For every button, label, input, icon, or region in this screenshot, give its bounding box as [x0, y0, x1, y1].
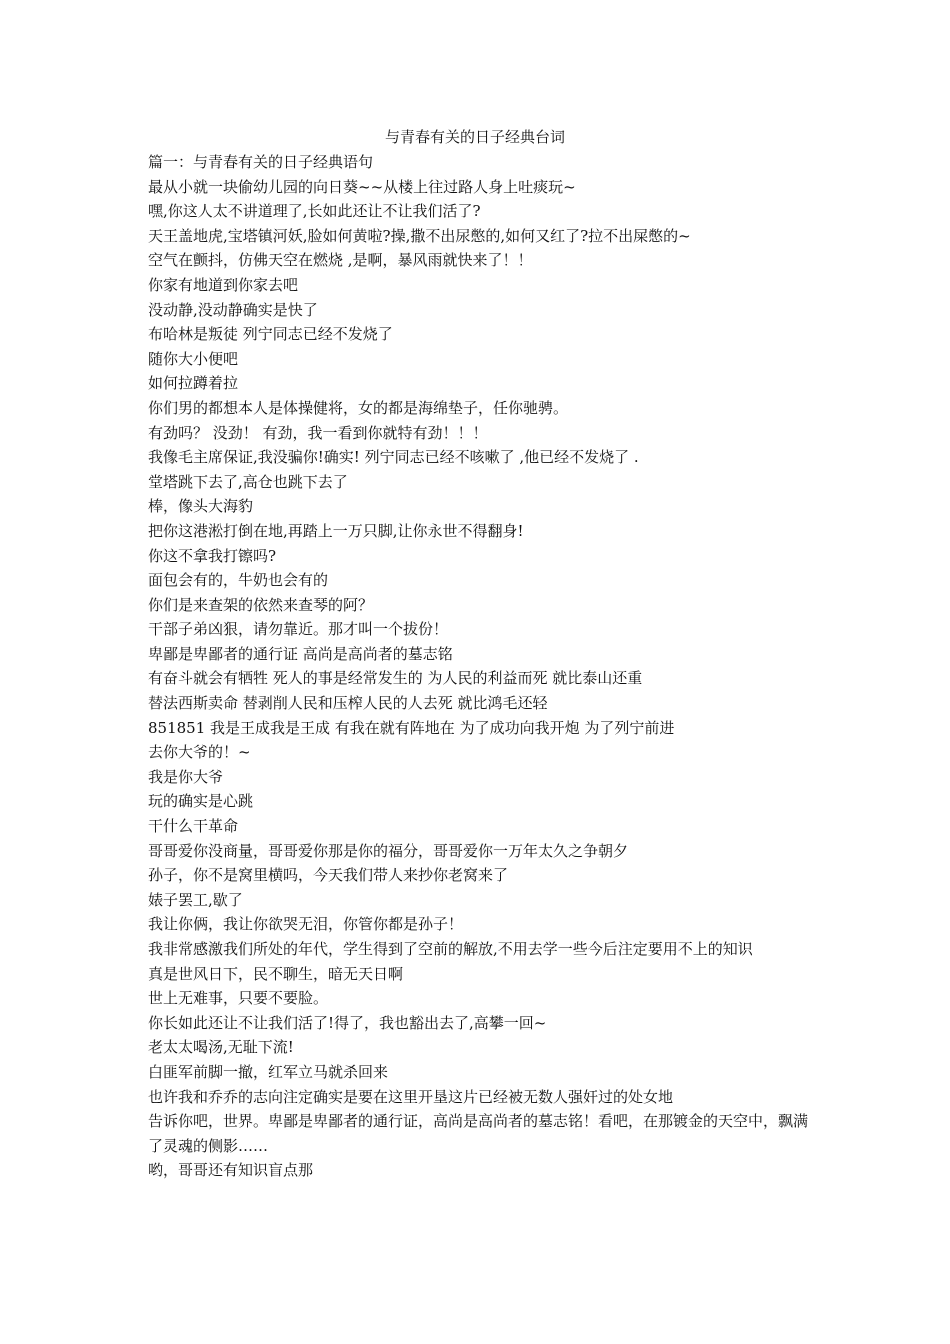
quote-line: 面包会有的，牛奶也会有的 — [148, 571, 329, 590]
quote-line: 干部子弟凶狠，请勿靠近。那才叫一个拔份！ — [148, 620, 449, 639]
quote-line: 没动静,没动静确实是快了 — [148, 300, 318, 319]
quote-line: 白匪军前脚一撤，红军立马就杀回来 — [148, 1062, 389, 1081]
quote-line: 你们是来查架的依然来查琴的阿？ — [148, 595, 374, 614]
quote-line: 嘿,你这人太不讲道理了,长如此还让不让我们活了? — [148, 202, 481, 221]
document-title: 与青春有关的日子经典台词 — [384, 128, 565, 146]
quote-line: 有奋斗就会有牺牲 死人的事是经常发生的 为人民的利益而死 就比泰山还重 — [148, 669, 643, 688]
quote-line: 棒，像头大海豹 — [148, 497, 254, 516]
quote-line: 卑鄙是卑鄙者的通行证 高尚是高尚者的墓志铭 — [148, 644, 453, 663]
quote-line: 我非常感激我们所处的年代，学生得到了空前的解放,不用去学一些今后注定要用不上的知识 — [148, 940, 753, 958]
quote-line: 最从小就一块偷幼儿园的向日葵~~从楼上往过路人身上吐痰玩~ — [148, 177, 576, 196]
quote-line: 随你大小便吧 — [148, 349, 239, 368]
quote-line: 篇一：与青春有关的日子经典语句 — [148, 153, 374, 171]
quote-line: 空气在颤抖，仿佛天空在燃烧 ,是啊，暴风雨就快来了！！ — [148, 251, 533, 270]
quote-line: 把你这港淞打倒在地,再踏上一万只脚,让你永世不得翻身! — [148, 521, 524, 540]
quote-line: 布哈林是叛徒 列宁同志已经不发烧了 — [148, 325, 393, 344]
quote-line: 如何拉蹲着拉 — [148, 374, 239, 393]
quote-line: 也许我和乔乔的志向注定确实是要在这里开垦这片已经被无数人强奸过的处女地 — [148, 1087, 674, 1106]
quote-line: 真是世风日下，民不聊生，暗无天日啊 — [148, 964, 404, 983]
quote-line: 有劲吗？ 没劲！ 有劲，我一看到你就特有劲！！！ — [148, 423, 488, 442]
quote-line: 我让你俩，我让你欲哭无泪，你管你都是孙子！ — [148, 915, 464, 934]
quote-line: 我像毛主席保证,我没骗你!确实! 列宁同志已经不咳嗽了 ,他已经不发烧了 . — [148, 448, 639, 467]
quote-line: 哥哥爱你没商量，哥哥爱你那是你的福分，哥哥爱你一万年太久之争朝夕 — [148, 841, 629, 860]
quote-line: 你这不拿我打镲吗? — [148, 546, 277, 565]
quote-line: 我是你大爷 — [148, 767, 224, 786]
quote-line: 去你大爷的！~ — [148, 743, 251, 762]
quote-line: 哟，哥哥还有知识盲点那 — [148, 1161, 314, 1180]
quote-line: 你长如此还让不让我们活了!得了，我也豁出去了,高攀一回~ — [148, 1013, 547, 1032]
quote-line: 851851 我是王成我是王成 有我在就有阵地在 为了成功向我开炮 为了列宁前进 — [148, 718, 675, 737]
quote-line: 你们男的都想本人是体操健将，女的都是海绵垫子，任你驰骋。 — [148, 398, 569, 417]
quote-line: 世上无难事，只要不要脸。 — [148, 989, 329, 1008]
quote-line: 玩的确实是心跳 — [148, 792, 254, 811]
quote-line: 天王盖地虎,宝塔镇河妖,脸如何黄啦?操,撒不出尿憋的,如何又红了?拉不出屎憋的~ — [148, 226, 691, 245]
quote-line: 告诉你吧，世界。卑鄙是卑鄙者的通行证，高尚是高尚者的墓志铭！看吧，在那镀金的天空中，飘满了灵魂的侧影…… — [148, 1112, 809, 1155]
quote-line: 婊子罢工,歇了 — [148, 890, 243, 909]
quote-line: 你家有地道到你家去吧 — [148, 275, 299, 294]
quote-line: 干什么干革命 — [148, 817, 239, 836]
quote-line: 孙子，你不是窝里横吗，今天我们带人来抄你老窝来了 — [148, 866, 509, 885]
quote-list — [148, 150, 816, 1183]
quote-line: 替法西斯卖命 替剥削人民和压榨人民的人去死 就比鸿毛还轻 — [148, 694, 548, 713]
quote-line: 堂塔跳下去了,高仓也跳下去了 — [148, 472, 348, 491]
quote-line: 老太太喝汤,无耻下流! — [148, 1038, 294, 1057]
